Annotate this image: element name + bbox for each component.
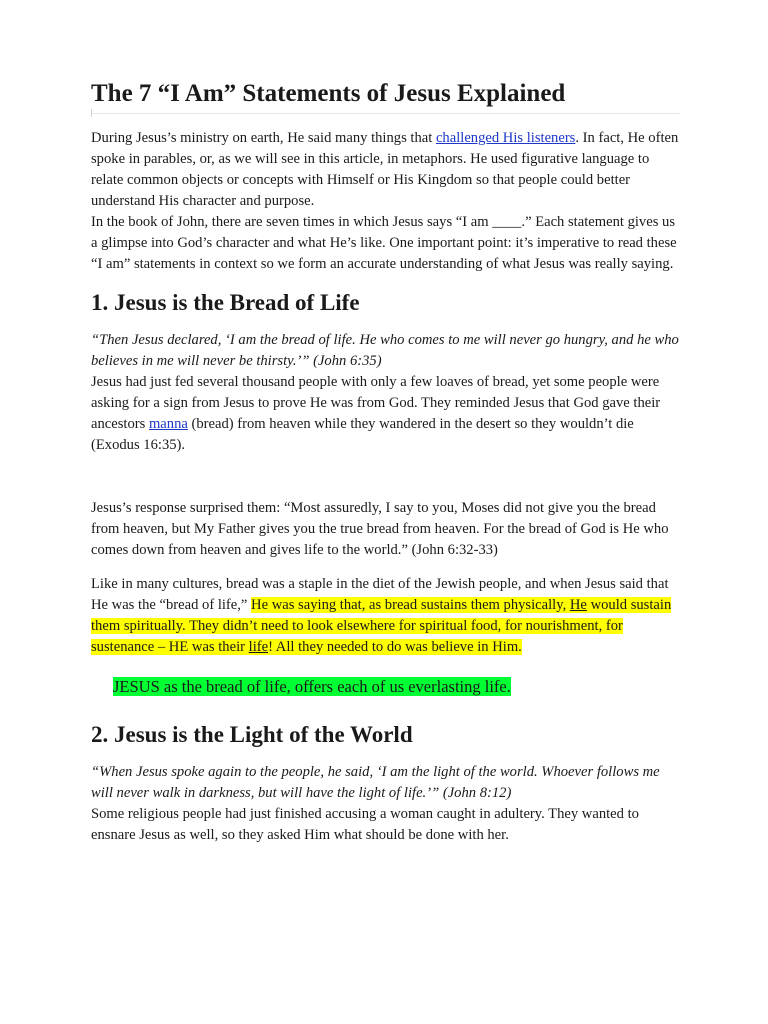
manna-link[interactable]: manna: [148, 416, 188, 432]
section-1-plain-text: Like in many cultures, bread was a staple in the diet of the Jewish people, and when Jesus said that He was the “bread of life,”: [91, 576, 669, 613]
highlighted-text: would sustain them spiritually. They didn’t need to look elsewhere for spiritual food, for nourishment, for sustenance – HE was their: [91, 597, 672, 655]
section-1-quote: “Then Jesus declared, ‘I am the bread of life. He who comes to me will never go hungry, and he who believes in me will never be thirsty.’” (John 6:35): [91, 332, 679, 369]
callout-container: [91, 676, 680, 698]
section-1-paragraph-2: Jesus’s response surprised them: “Most assuredly, I say to you, Moses did not give you the bread from heaven, but My Father gives you the true bread from heaven. For the bread of God is He who comes down from heaven and gives life to the world.” (John 6:32-33): [91, 500, 669, 558]
underlined-life: life: [248, 639, 269, 655]
intro-paragraph-2: In the book of John, there are seven times in which Jesus says “I am ____.” Each statement gives us a glimpse into God’s character and what He’s like. One important point: it’s imperative to read these “I am” statements in context so we form an accurate understanding of what Jesus was really saying.: [91, 214, 677, 272]
intro-text-after-link: . In fact, He often spoke in parables, or, as we will see in this article, in metaphors. He used figurative language to relate common objects or concepts with Himself or His Kingdom so that people could better understand His character and purpose.: [91, 130, 679, 209]
highlighted-text: He was saying that, as bread sustains them physically,: [251, 597, 570, 613]
title-divider: [91, 113, 680, 114]
section-2-quote: “When Jesus spoke again to the people, he said, ‘I am the light of the world. Whoever follows me will never walk in darkness, but will have the light of life.’” (John 8:12): [91, 764, 660, 801]
section-1-heading: 1. Jesus is the Bread of Life: [91, 290, 360, 315]
underlined-he: He: [569, 597, 587, 613]
challenged-listeners-link[interactable]: challenged His listeners: [435, 130, 576, 146]
section-1-text-before-link: Jesus had just fed several thousand people with only a few loaves of bread, yet some people were asking for a sign from Jesus to prove He was from God. They reminded Jesus that God gave their ancestors: [91, 374, 661, 432]
section-2-paragraph-1: Some religious people had just finished accusing a woman caught in adultery. They wanted to ensnare Jesus as well, so they asked Him what should be done with her.: [91, 806, 639, 843]
green-callout: JESUS as the bread of life, offers each of us everlasting life.: [113, 677, 511, 696]
highlighted-text: ! All they needed to do was believe in Him.: [268, 639, 522, 655]
section-1-paragraph-3: [91, 574, 680, 658]
page-title: The 7 “I Am” Statements of Jesus Explained: [91, 80, 566, 107]
section-2-heading: 2. Jesus is the Light of the World: [91, 722, 413, 747]
section-1-text-after-link: (bread) from heaven while they wandered in the desert so they wouldn’t die (Exodus 16:35).: [91, 416, 634, 453]
divider-tick: [91, 109, 92, 117]
intro-paragraph-1: [91, 128, 680, 212]
section-1-paragraph-1: [91, 372, 680, 456]
intro-text-before-link: During Jesus’s ministry on earth, He said many things that: [91, 130, 436, 146]
